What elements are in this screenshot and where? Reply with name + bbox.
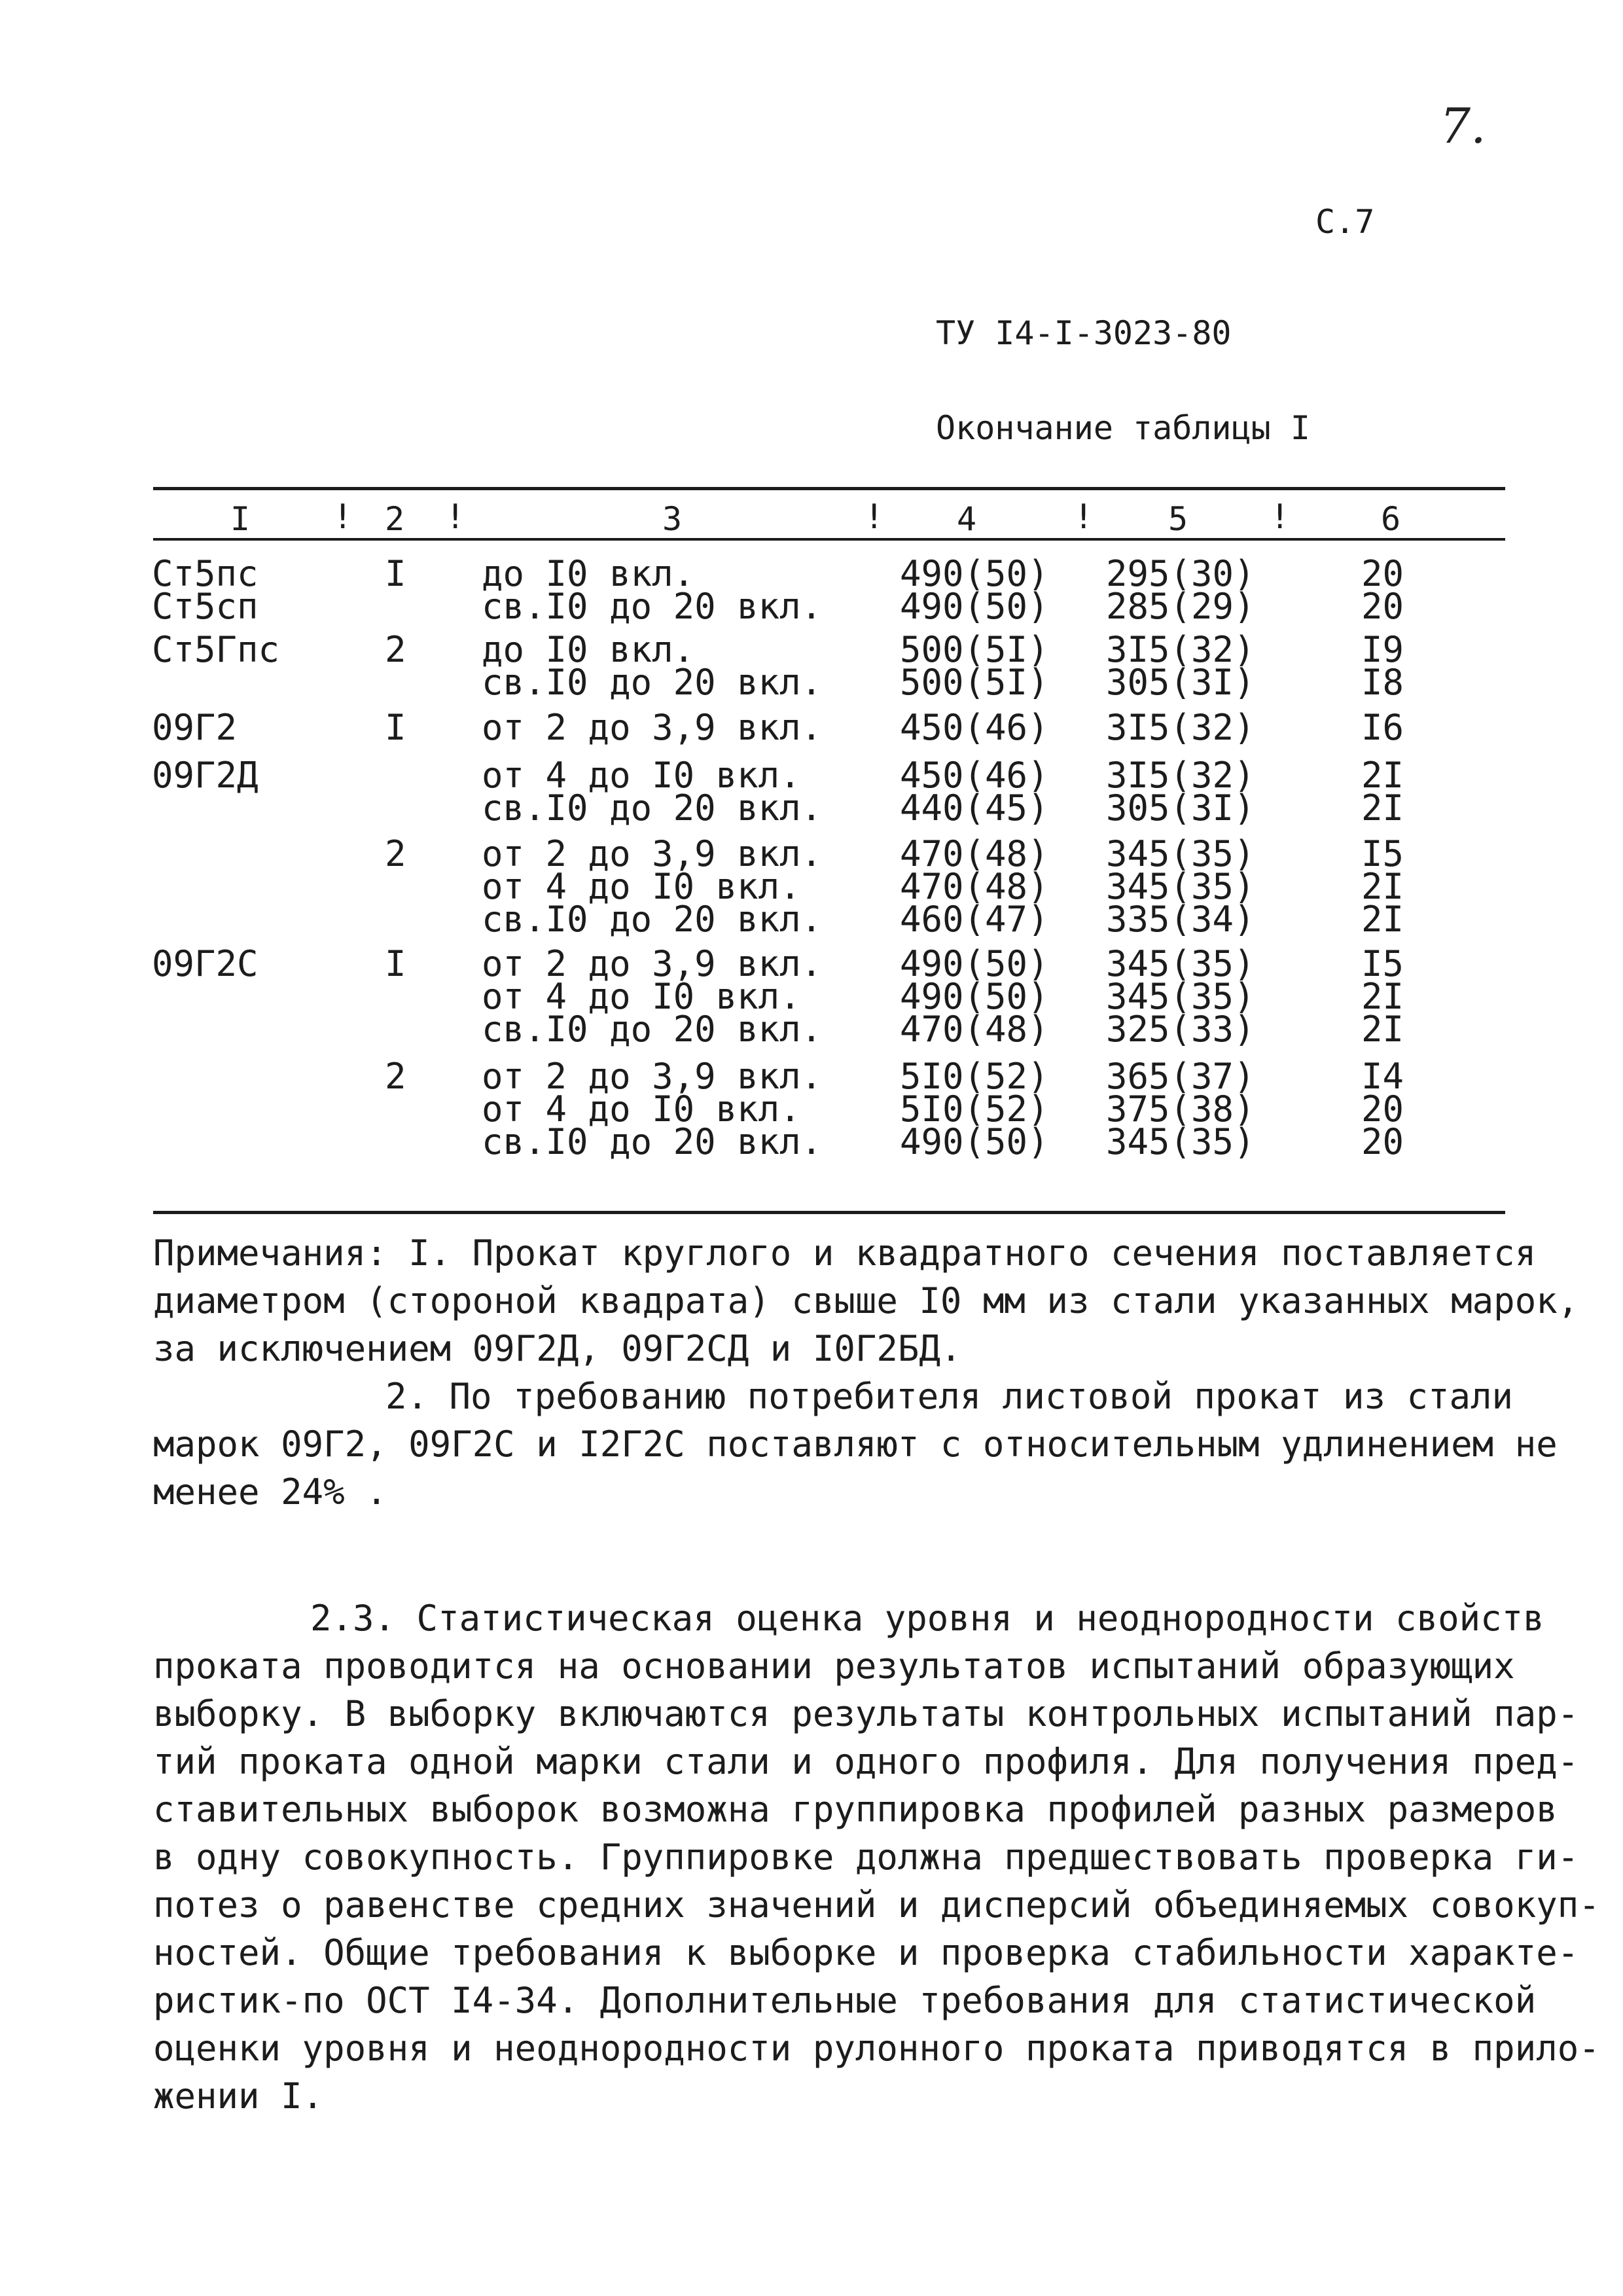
cell-steel-grade: 09Г2Д	[152, 755, 259, 796]
column-header-4: 4	[957, 500, 977, 538]
paragraph-line: жении I.	[153, 2075, 324, 2117]
cell-tensile-strength: 470(48) 470(48) 460(47)	[900, 833, 1049, 940]
table-notes	[153, 1229, 1579, 1516]
paragraph-line: проката проводится на основании результатов испытаний образующих	[153, 1645, 1515, 1687]
table-top-rule	[153, 487, 1505, 490]
cell-group: 2	[385, 1056, 406, 1097]
cell-elongation: I6	[1361, 707, 1404, 748]
cell-yield-strength: 3I5(32) 305(3I)	[1106, 755, 1255, 829]
cell-elongation: I4 20 20	[1361, 1056, 1404, 1162]
cell-yield-strength: 3I5(32) 305(3I)	[1106, 629, 1255, 703]
cell-yield-strength: 295(30) 285(29)	[1106, 553, 1255, 627]
paragraph-line: ставительных выборок возможна группировка профилей разных размеров	[153, 1789, 1558, 1830]
paragraph-line: 2.3. Статистическая оценка уровня и неоднородности свойств	[310, 1598, 1544, 1639]
cell-yield-strength: 345(35) 345(35) 325(33)	[1106, 943, 1255, 1050]
cell-group: 2	[385, 629, 406, 670]
cell-elongation: 2I 2I	[1361, 755, 1404, 829]
paragraph-line: ристик-по ОСТ I4-34. Дополнительные требования для статистической	[153, 1980, 1537, 2021]
column-header-2: 2	[385, 500, 405, 538]
paragraph-line: в одну совокупность. Группировке должна предшествовать проверка ги-	[153, 1837, 1579, 1878]
column-separator: !	[1073, 497, 1094, 537]
cell-group: I	[385, 943, 406, 984]
cell-elongation: I5 2I 2I	[1361, 943, 1404, 1050]
column-separator: !	[332, 497, 353, 537]
paragraph-line: тий проката одной марки стали и одного профиля. Для получения пред-	[153, 1741, 1579, 1782]
cell-tensile-strength: 490(50) 490(50)	[900, 553, 1049, 627]
cell-thickness: до I0 вкл. св.I0 до 20 вкл.	[482, 553, 823, 627]
notes-line: менее 24% .	[153, 1471, 387, 1513]
cell-group: 2	[385, 833, 406, 874]
handwritten-page-number: 7.	[1440, 98, 1486, 154]
cell-group: I	[385, 553, 406, 594]
cell-tensile-strength: 5I0(52) 5I0(52) 490(50)	[900, 1056, 1049, 1162]
paragraph-line: выборку. В выборку включаются результаты контрольных испытаний пар-	[153, 1693, 1579, 1734]
section-2-3-paragraph	[153, 1594, 1600, 2120]
paragraph-line: ностей. Общие требования к выборке и проверка стабильности характе-	[153, 1932, 1579, 1973]
notes-line: за исключением 09Г2Д, 09Г2СД и I0Г2БД.	[153, 1328, 962, 1369]
cell-elongation: I5 2I 2I	[1361, 833, 1404, 940]
paragraph-line: потез о равенстве средних значений и дисперсий объединяемых совокуп-	[153, 1884, 1600, 1926]
cell-steel-grade: 09Г2	[152, 707, 238, 748]
column-header-3: 3	[662, 500, 683, 538]
column-separator: !	[445, 497, 466, 537]
column-separator: !	[1270, 497, 1291, 537]
cell-yield-strength: 3I5(32)	[1106, 707, 1255, 748]
notes-line: Примечания: I. Прокат круглого и квадратного сечения поставляется	[153, 1232, 1537, 1274]
column-separator: !	[864, 497, 885, 537]
cell-group: I	[385, 707, 406, 748]
notes-line: 2. По требованию потребителя листовой прокат из стали	[385, 1376, 1514, 1417]
cell-tensile-strength: 450(46) 440(45)	[900, 755, 1049, 829]
column-header-1: I	[230, 500, 251, 538]
cell-steel-grade: Ст5пс Ст5сп	[152, 553, 259, 627]
column-header-5: 5	[1168, 500, 1188, 538]
cell-thickness: от 2 до 3,9 вкл. от 4 до I0 вкл. св.I0 до 20 вкл.	[482, 943, 823, 1050]
cell-thickness: от 4 до I0 вкл. св.I0 до 20 вкл.	[482, 755, 823, 829]
table-caption: Окончание таблицы I	[936, 409, 1310, 447]
document-code: ТУ I4-I-3023-80	[936, 314, 1232, 352]
cell-steel-grade: Ст5Гпс	[152, 629, 280, 670]
cell-elongation: I9 I8	[1361, 629, 1404, 703]
cell-yield-strength: 345(35) 345(35) 335(34)	[1106, 833, 1255, 940]
table-bottom-rule	[153, 1211, 1505, 1214]
page-label: С.7	[1315, 203, 1375, 241]
cell-thickness: от 2 до 3,9 вкл. от 4 до I0 вкл. св.I0 до 20 вкл.	[482, 833, 823, 940]
paragraph-line: оценки уровня и неоднородности рулонного проката приводятся в прило-	[153, 2028, 1600, 2069]
column-header-6: 6	[1381, 500, 1401, 538]
cell-yield-strength: 365(37) 375(38) 345(35)	[1106, 1056, 1255, 1162]
notes-line: марок 09Г2, 09Г2С и I2Г2С поставляют с относительным удлинением не	[153, 1424, 1558, 1465]
notes-line: диаметром (стороной квадрата) свыше I0 мм из стали указанных марок,	[153, 1280, 1579, 1321]
table-header-rule	[153, 538, 1505, 541]
cell-elongation: 20 20	[1361, 553, 1404, 627]
cell-thickness: от 2 до 3,9 вкл.	[482, 707, 823, 748]
cell-thickness: до I0 вкл. св.I0 до 20 вкл.	[482, 629, 823, 703]
cell-thickness: от 2 до 3,9 вкл. от 4 до I0 вкл. св.I0 до 20 вкл.	[482, 1056, 823, 1162]
cell-steel-grade: 09Г2С	[152, 943, 259, 984]
cell-tensile-strength: 500(5I) 500(5I)	[900, 629, 1049, 703]
cell-tensile-strength: 450(46)	[900, 707, 1049, 748]
cell-tensile-strength: 490(50) 490(50) 470(48)	[900, 943, 1049, 1050]
